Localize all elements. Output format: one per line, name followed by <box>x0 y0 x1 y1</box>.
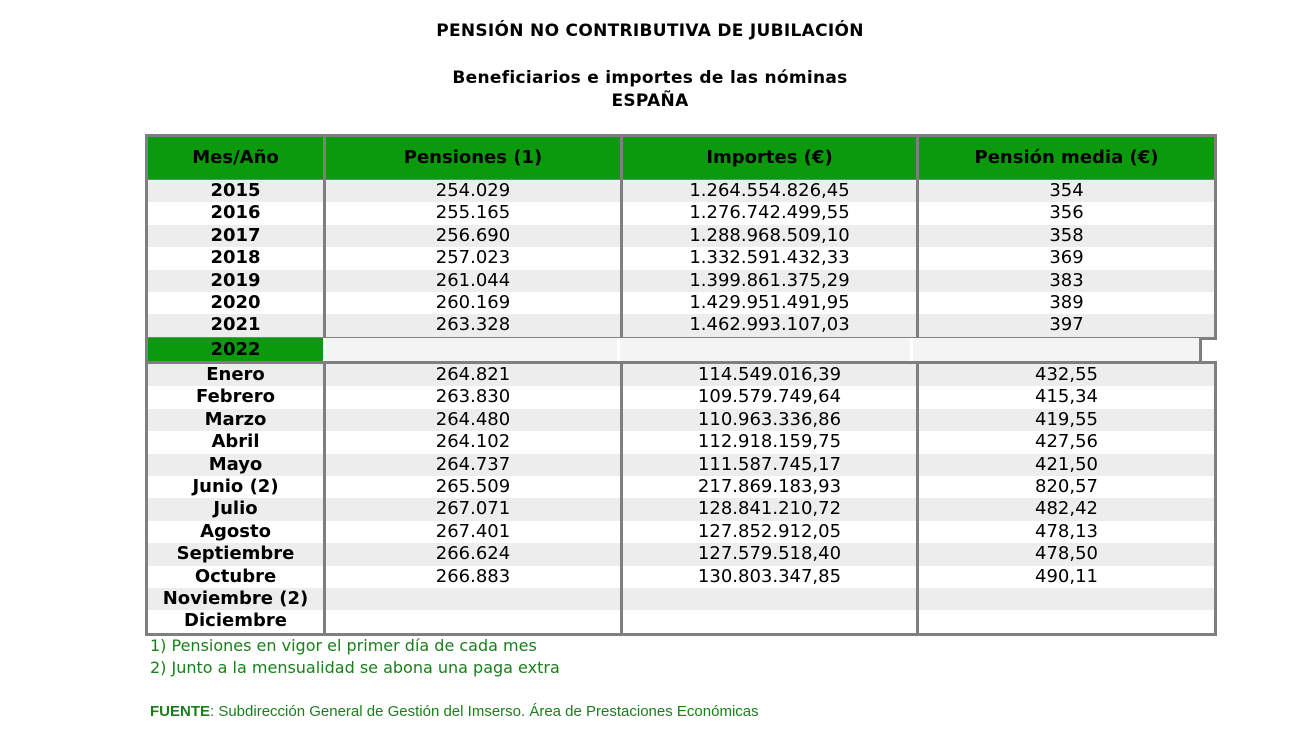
pensiones-cell: 257.023 <box>325 247 622 269</box>
importes-cell: 217.869.183,93 <box>622 476 918 498</box>
table-row <box>147 314 1216 338</box>
period-cell: 2020 <box>147 292 325 314</box>
period-cell: Julio <box>147 498 325 520</box>
pension-media-cell: 478,13 <box>918 521 1216 543</box>
period-cell: 2019 <box>147 270 325 292</box>
pensiones-cell: 267.401 <box>325 521 622 543</box>
importes-cell: 130.803.347,85 <box>622 566 918 588</box>
period-cell: Noviembre (2) <box>147 588 325 610</box>
pension-media-cell: 383 <box>918 270 1216 292</box>
header-pension-media: Pensión media (€) <box>918 136 1216 181</box>
pension-media-cell: 427,56 <box>918 431 1216 453</box>
pensiones-cell: 256.690 <box>325 225 622 247</box>
pension-media-cell: 397 <box>918 314 1216 338</box>
year-band <box>145 338 1202 361</box>
importes-cell: 1.288.968.509,10 <box>622 225 918 247</box>
importes-cell: 110.963.336,86 <box>622 409 918 431</box>
document-title: PENSIÓN NO CONTRIBUTIVA DE JUBILACIÓN <box>436 21 864 41</box>
table-row <box>147 588 1216 610</box>
footnote-1: 1) Pensiones en vigor el primer día de cada mes <box>150 636 537 655</box>
pension-media-cell: 415,34 <box>918 386 1216 408</box>
pension-media-cell <box>918 610 1216 634</box>
table-row <box>147 386 1216 408</box>
header-importes: Importes (€) <box>622 136 918 181</box>
period-cell: Junio (2) <box>147 476 325 498</box>
table-header <box>145 134 1217 182</box>
pensiones-cell: 264.102 <box>325 431 622 453</box>
table-row <box>147 476 1216 498</box>
table-row <box>147 521 1216 543</box>
region-title: ESPAÑA <box>611 91 689 111</box>
period-cell: Mayo <box>147 454 325 476</box>
pension-media-cell: 354 <box>918 180 1216 202</box>
pension-media-cell: 482,42 <box>918 498 1216 520</box>
pensiones-cell: 266.624 <box>325 543 622 565</box>
pensiones-cell: 255.165 <box>325 202 622 224</box>
period-cell: 2018 <box>147 247 325 269</box>
period-cell: Diciembre <box>147 610 325 634</box>
table-row <box>147 202 1216 224</box>
importes-cell: 128.841.210,72 <box>622 498 918 520</box>
header-pensiones: Pensiones (1) <box>325 136 622 181</box>
pensiones-cell: 263.830 <box>325 386 622 408</box>
pension-media-cell: 419,55 <box>918 409 1216 431</box>
pensiones-cell <box>325 610 622 634</box>
pensiones-cell <box>325 588 622 610</box>
source-line <box>150 703 759 720</box>
source-text: : Subdirección General de Gestión del Imserso. Área de Prestaciones Económicas <box>210 703 759 720</box>
table-row <box>147 431 1216 453</box>
importes-cell: 1.276.742.499,55 <box>622 202 918 224</box>
pension-media-cell: 369 <box>918 247 1216 269</box>
importes-cell: 1.332.591.432,33 <box>622 247 918 269</box>
period-cell: Abril <box>147 431 325 453</box>
table-row <box>147 454 1216 476</box>
pension-media-cell <box>918 588 1216 610</box>
year-band-cell <box>326 338 617 361</box>
table-row <box>147 610 1216 634</box>
importes-cell: 127.852.912,05 <box>622 521 918 543</box>
importes-cell: 1.399.861.375,29 <box>622 270 918 292</box>
footnote-2: 2) Junto a la mensualidad se abona una paga extra <box>150 658 560 677</box>
annual-table <box>145 180 1217 340</box>
table-row <box>147 566 1216 588</box>
pensiones-cell: 263.328 <box>325 314 622 338</box>
pension-media-cell: 490,11 <box>918 566 1216 588</box>
pensiones-cell: 264.480 <box>325 409 622 431</box>
pension-media-cell: 356 <box>918 202 1216 224</box>
pensiones-cell: 254.029 <box>325 180 622 202</box>
table-row <box>147 270 1216 292</box>
period-cell: Marzo <box>147 409 325 431</box>
period-cell: Agosto <box>147 521 325 543</box>
pensiones-cell: 265.509 <box>325 476 622 498</box>
pension-media-cell: 421,50 <box>918 454 1216 476</box>
pensiones-cell: 261.044 <box>325 270 622 292</box>
pensiones-cell: 267.071 <box>325 498 622 520</box>
table-row <box>147 292 1216 314</box>
pension-media-cell: 478,50 <box>918 543 1216 565</box>
source-label: FUENTE <box>150 703 210 720</box>
table-row <box>147 409 1216 431</box>
table-row <box>147 225 1216 247</box>
table-row <box>147 543 1216 565</box>
table-row <box>147 180 1216 202</box>
importes-cell: 1.264.554.826,45 <box>622 180 918 202</box>
importes-cell: 109.579.749,64 <box>622 386 918 408</box>
pension-media-cell: 820,57 <box>918 476 1216 498</box>
importes-cell: 127.579.518,40 <box>622 543 918 565</box>
pensiones-cell: 264.737 <box>325 454 622 476</box>
importes-cell <box>622 610 918 634</box>
table-row <box>147 247 1216 269</box>
period-cell: Febrero <box>147 386 325 408</box>
year-band-cell <box>913 338 1199 361</box>
pension-media-cell: 358 <box>918 225 1216 247</box>
period-cell: 2015 <box>147 180 325 202</box>
monthly-table <box>145 361 1217 636</box>
period-cell: 2017 <box>147 225 325 247</box>
table-row <box>147 498 1216 520</box>
importes-cell <box>622 588 918 610</box>
pensiones-cell: 264.821 <box>325 363 622 387</box>
pensiones-cell: 266.883 <box>325 566 622 588</box>
year-label: 2022 <box>148 338 323 361</box>
importes-cell: 112.918.159,75 <box>622 431 918 453</box>
importes-cell: 111.587.745,17 <box>622 454 918 476</box>
importes-cell: 114.549.016,39 <box>622 363 918 387</box>
period-cell: 2021 <box>147 314 325 338</box>
pension-media-cell: 432,55 <box>918 363 1216 387</box>
table-row <box>147 363 1216 387</box>
pensiones-cell: 260.169 <box>325 292 622 314</box>
importes-cell: 1.462.993.107,03 <box>622 314 918 338</box>
pension-media-cell: 389 <box>918 292 1216 314</box>
period-cell: Enero <box>147 363 325 387</box>
document-subtitle: Beneficiarios e importes de las nóminas <box>452 68 848 88</box>
header-mes-ano: Mes/Año <box>147 136 325 181</box>
year-band-cell <box>620 338 910 361</box>
period-cell: Septiembre <box>147 543 325 565</box>
period-cell: 2016 <box>147 202 325 224</box>
importes-cell: 1.429.951.491,95 <box>622 292 918 314</box>
period-cell: Octubre <box>147 566 325 588</box>
